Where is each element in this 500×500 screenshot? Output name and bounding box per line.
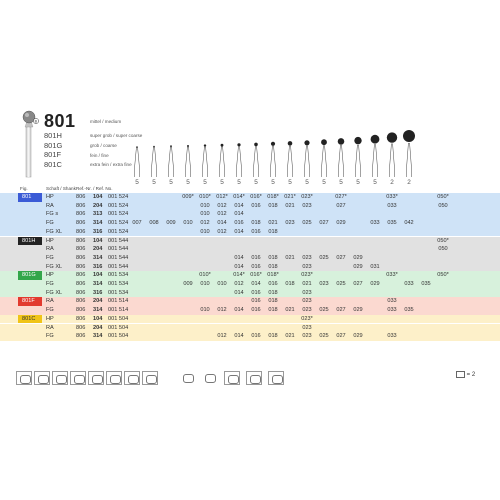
ref-shank-code-cell: 314 (93, 307, 103, 314)
size-cell: 027 (336, 333, 346, 340)
size-cell: 027* (335, 194, 347, 200)
ref-suffix-cell: 001 534 (108, 289, 129, 296)
group-label: 801 (18, 193, 42, 202)
size-cell: 021 (302, 281, 312, 287)
pack-count: 5 (220, 179, 224, 186)
size-cell: 035 (387, 220, 397, 227)
shank-cell: FG (46, 254, 54, 261)
pack-note (456, 371, 475, 378)
bur-shape-icon (271, 142, 276, 177)
size-cell: 023 (302, 298, 312, 305)
pack-count: 5 (339, 179, 343, 186)
size-cell: 025 (319, 254, 329, 261)
grit-description: super grob / super coarse (90, 133, 143, 139)
size-cell: 021 (285, 254, 295, 261)
icon-trepanation (70, 371, 86, 385)
shank-cell: RA (46, 324, 54, 331)
size-cell: 033 (387, 298, 397, 305)
icon-teeth (224, 371, 240, 385)
icon-cavity (52, 371, 68, 385)
size-cell: 018 (268, 228, 278, 235)
size-cell: 014 (234, 202, 244, 209)
ref-prefix-cell: 806 (76, 315, 86, 322)
shank-cell: FG XL (46, 263, 63, 270)
size-cell: 007 (132, 220, 142, 227)
size-cell: 010 (217, 281, 227, 287)
shank-cell: HP (46, 315, 54, 322)
ref-suffix-cell: 001 534 (108, 272, 129, 279)
size-cell: 023 (302, 289, 312, 296)
pack-count: 5 (373, 179, 377, 186)
size-cell: 023 (285, 220, 295, 227)
ref-shank-code-cell: 204 (93, 246, 103, 253)
size-cell: 021 (285, 333, 295, 340)
pack-count: 5 (186, 179, 190, 186)
size-cell: 014 (251, 281, 261, 287)
size-cell: 010 (183, 220, 193, 227)
group-label: 801F (18, 297, 42, 306)
ref-suffix-cell: 001 524 (108, 220, 129, 227)
size-cell: 023 (302, 324, 312, 331)
size-cell: 042 (404, 220, 414, 227)
ref-shank-code-cell: 314 (93, 220, 103, 227)
ref-suffix-cell: 001 524 (108, 211, 129, 218)
fig-header: Fig. (20, 186, 28, 191)
shank-header: Schaft / Shank (46, 186, 76, 191)
size-cell: 018 (268, 333, 278, 340)
ref-prefix-cell: 806 (76, 289, 86, 296)
size-cell: 029 (353, 263, 363, 270)
ref-prefix-cell: 806 (76, 324, 86, 331)
ref-shank-code-cell: 104 (93, 237, 103, 244)
size-cell: 009 (166, 220, 176, 227)
ref-prefix-cell: 806 (76, 298, 86, 305)
size-cell: 008 (149, 220, 159, 227)
icon-enamel-glyph (38, 375, 49, 384)
bur-shape-icon (321, 139, 327, 177)
size-cell: 012 (217, 211, 227, 218)
size-cell: 014 (234, 211, 244, 218)
ref-shank-code-cell: 204 (93, 202, 103, 209)
ref-shank-code-cell: 104 (93, 272, 103, 279)
group-label: 801C (18, 315, 42, 324)
variant-label: 801F (44, 150, 62, 160)
size-cell: 050* (437, 237, 449, 244)
size-cell: 033 (387, 307, 397, 314)
size-cell: 025 (302, 220, 312, 227)
pack-count: 5 (135, 179, 139, 186)
size-cell: 025 (319, 307, 329, 314)
bur-shape-icon (203, 144, 208, 177)
bur-shape-row (0, 0, 500, 180)
ref-suffix-cell: 001 524 (108, 202, 129, 209)
icon-bridge-glyph (250, 375, 261, 384)
ref-shank-code-cell: 314 (93, 333, 103, 340)
size-cell: 033* (386, 272, 398, 279)
ref-suffix-cell: 001 524 (108, 194, 129, 200)
size-cell: 016 (251, 254, 261, 261)
pack-count: 5 (356, 179, 360, 186)
variant-label: 801H (44, 131, 62, 140)
size-cell: 014* (233, 194, 245, 200)
size-cell: 027 (336, 254, 346, 261)
size-cell: 016 (251, 307, 261, 314)
pack-count: 5 (271, 179, 275, 186)
ref-prefix-cell: 806 (76, 281, 86, 287)
shank-cell: HP (46, 272, 54, 279)
icon-speed-glyph (205, 374, 216, 383)
grit-description: mittel / medium (90, 119, 122, 124)
size-cell: 012 (200, 220, 210, 227)
ref-shank-code-cell: 104 (93, 194, 103, 200)
size-cell: 027 (336, 307, 346, 314)
bur-shape-icon (387, 132, 397, 177)
size-cell: 016 (251, 228, 261, 235)
ref-prefix-cell: 806 (76, 228, 86, 235)
size-cell: 010* (199, 272, 211, 279)
column-header-row (0, 186, 500, 193)
grit-description: grob / coarse (90, 142, 117, 148)
ref-prefix-cell: 806 (76, 307, 86, 314)
bur-shape-icon (186, 145, 191, 177)
icon-enamel (34, 371, 50, 385)
bur-shape-icon (354, 137, 361, 177)
size-cell: 023* (301, 194, 313, 200)
ref-suffix-cell: 001 504 (108, 315, 129, 322)
ref-shank-code-cell: 104 (93, 315, 103, 322)
size-cell: 016 (251, 202, 261, 209)
table-row (0, 332, 500, 342)
size-cell: 016 (251, 298, 261, 305)
size-cell: 029 (370, 281, 380, 287)
icon-rotation (88, 371, 104, 385)
ref-header: Ref.-Nr. / Ref. No. (76, 186, 113, 191)
size-cell: 021 (285, 202, 295, 209)
icon-runner-glyph (183, 374, 194, 383)
shank-cell: FG (46, 333, 54, 340)
ref-prefix-cell: 806 (76, 202, 86, 209)
size-cell: 035 (404, 307, 414, 314)
ref-suffix-cell: 001 534 (108, 281, 129, 287)
ref-suffix-cell: 001 514 (108, 307, 129, 314)
size-cell: 023 (302, 263, 312, 270)
icon-crown (268, 371, 284, 385)
size-cell: 014 (234, 307, 244, 314)
size-cell: 031 (370, 263, 380, 270)
icon-speed (202, 371, 218, 385)
pack-count: 2 (390, 179, 394, 186)
ref-suffix-cell: 001 544 (108, 237, 129, 244)
size-cell: 023 (302, 254, 312, 261)
size-cell: 018 (268, 298, 278, 305)
size-cell: 014 (234, 254, 244, 261)
size-cell: 012 (217, 228, 227, 235)
ref-suffix-cell: 001 504 (108, 333, 129, 340)
shank-cell: FG (46, 220, 54, 227)
bur-shape-icon (371, 135, 380, 177)
size-cell: 012 (234, 281, 244, 287)
icon-cooling (124, 371, 140, 385)
icon-temperature-glyph (110, 375, 121, 384)
pack-count: 5 (305, 179, 309, 186)
ref-suffix-cell: 001 544 (108, 263, 129, 270)
bur-shape-icon (403, 130, 415, 177)
shank-cell: RA (46, 246, 54, 253)
size-cell: 027 (336, 202, 346, 209)
ref-suffix-cell: 001 544 (108, 246, 129, 253)
ref-suffix-cell: 001 504 (108, 324, 129, 331)
size-cell: 016* (250, 194, 262, 200)
size-cell: 025 (336, 281, 346, 287)
pack-count: 5 (322, 179, 326, 186)
shank-cell: FG s (46, 211, 59, 218)
size-cell: 010 (200, 202, 210, 209)
icon-crown-prep (16, 371, 32, 385)
group-label: 801H (18, 237, 42, 246)
size-cell: 023 (302, 307, 312, 314)
ref-prefix-cell: 806 (76, 237, 86, 244)
size-cell: 025 (319, 333, 329, 340)
size-cell: 033* (386, 194, 398, 200)
bur-shape-icon (288, 141, 293, 177)
shank-cell: FG (46, 307, 54, 314)
size-cell: 009* (182, 194, 194, 200)
size-cell: 021 (268, 220, 278, 227)
size-cell: 033 (370, 220, 380, 227)
size-cell: 012 (217, 307, 227, 314)
size-cell: 021* (284, 194, 296, 200)
pack-count: 5 (254, 179, 258, 186)
svg-text:B: B (34, 119, 38, 124)
ref-suffix-cell: 001 544 (108, 254, 129, 261)
icon-crown-prep-glyph (20, 375, 31, 384)
ref-prefix-cell: 806 (76, 194, 86, 200)
size-cell: 023 (302, 333, 312, 340)
bur-shape-icon (169, 145, 174, 177)
bur-shape-icon (254, 143, 259, 177)
size-cell: 018 (285, 281, 295, 287)
grit-description: extra fein / extra fine (90, 162, 132, 168)
ref-prefix-cell: 806 (76, 263, 86, 270)
size-cell: 012* (216, 194, 228, 200)
size-cell: 016 (251, 289, 261, 296)
bur-shape-icon (220, 144, 225, 177)
size-cell: 012 (217, 202, 227, 209)
size-cell: 018* (267, 272, 279, 279)
size-cell: 050* (437, 194, 449, 200)
pack-count: 5 (288, 179, 292, 186)
ref-shank-code-cell: 204 (93, 324, 103, 331)
ref-shank-code-cell: 314 (93, 254, 103, 261)
size-cell: 014 (234, 289, 244, 296)
size-cell: 016 (251, 333, 261, 340)
size-cell: 023* (301, 272, 313, 279)
variant-list (44, 131, 62, 169)
icon-rotation-glyph (92, 375, 103, 384)
size-cell: 018 (268, 202, 278, 209)
icon-cooling-glyph (128, 375, 139, 384)
pack-count: 5 (152, 179, 156, 186)
bur-shape-icon (338, 138, 345, 177)
size-cell: 014* (233, 272, 245, 279)
icon-sterilize (142, 371, 158, 385)
product-number: 801 (44, 111, 76, 131)
shank-cell: HP (46, 237, 54, 244)
size-cell: 018 (268, 263, 278, 270)
group-label: 801G (18, 271, 42, 280)
size-cell: 018* (267, 194, 279, 200)
ref-prefix-cell: 806 (76, 211, 86, 218)
ref-shank-code-cell: 316 (93, 228, 103, 235)
size-cell: 012 (217, 333, 227, 340)
shank-cell: RA (46, 298, 54, 305)
size-cell: 050 (438, 202, 448, 209)
icon-teeth-glyph (228, 375, 239, 384)
pack-count: 5 (237, 179, 241, 186)
size-cell: 023 (302, 202, 312, 209)
icon-trepanation-glyph (74, 375, 85, 384)
size-cell: 018 (251, 220, 261, 227)
ref-prefix-cell: 806 (76, 254, 86, 261)
shank-cell: FG (46, 281, 54, 287)
size-cell: 010 (200, 281, 210, 287)
size-cell: 035 (421, 281, 431, 287)
icon-temperature (106, 371, 122, 385)
pack-count: 5 (169, 179, 173, 186)
variant-label: 801G (44, 140, 63, 150)
size-cell: 014 (234, 228, 244, 235)
size-cell: 016* (250, 272, 262, 279)
bur-illustration-icon (23, 111, 39, 177)
ref-shank-code-cell: 204 (93, 298, 103, 305)
icon-bridge (246, 371, 262, 385)
size-cell: 033 (404, 281, 414, 287)
ref-suffix-cell: 001 514 (108, 298, 129, 305)
size-cell: 016 (268, 281, 278, 287)
size-cell: 010 (200, 307, 210, 314)
size-cell: 050 (438, 246, 448, 253)
pack-count: 2 (407, 179, 411, 186)
size-cell: 014 (234, 333, 244, 340)
size-cell: 010 (200, 211, 210, 218)
size-cell: 023 (319, 281, 329, 287)
ref-shank-code-cell: 316 (93, 289, 103, 296)
size-cell: 033 (387, 202, 397, 209)
ref-suffix-cell: 001 524 (108, 228, 129, 235)
ref-shank-code-cell: 314 (93, 281, 103, 287)
size-cell: 014 (234, 263, 244, 270)
size-cell: 033 (387, 333, 397, 340)
size-cell: 010* (199, 194, 211, 200)
size-cell: 050* (437, 272, 449, 279)
size-cell: 029 (353, 307, 363, 314)
pack-box-icon (456, 371, 465, 378)
icon-runner (180, 371, 196, 385)
bur-shape-icon (304, 140, 309, 177)
pack-note-text: = 2 (466, 372, 476, 379)
size-cell: 027 (319, 220, 329, 227)
size-cell: 018 (268, 307, 278, 314)
ref-prefix-cell: 806 (76, 333, 86, 340)
variant-label: 801C (44, 159, 62, 169)
size-cell: 016 (251, 263, 261, 270)
ref-shank-code-cell: 316 (93, 263, 103, 270)
size-cell: 023* (301, 315, 313, 322)
size-cell: 016 (234, 220, 244, 227)
shank-cell: RA (46, 202, 54, 209)
bur-shape-icon (152, 146, 157, 177)
pack-count: 5 (203, 179, 207, 186)
icon-cavity-glyph (56, 375, 67, 384)
grit-descriptions (90, 117, 142, 170)
size-cell: 009 (183, 281, 193, 287)
size-cell: 029 (336, 220, 346, 227)
size-cell: 014 (217, 220, 227, 227)
bur-shape-icon (237, 143, 242, 177)
ref-prefix-cell: 806 (76, 272, 86, 279)
shank-cell: FG XL (46, 289, 63, 296)
ref-prefix-cell: 806 (76, 220, 86, 227)
ref-shank-code-cell: 313 (93, 211, 103, 218)
grit-description: fein / fine (90, 152, 109, 158)
size-cell: 029 (353, 333, 363, 340)
size-cell: 027 (353, 281, 363, 287)
icon-crown-glyph (272, 375, 283, 384)
size-cell: 010 (200, 228, 210, 235)
size-cell: 018 (268, 289, 278, 296)
size-cell: 021 (285, 307, 295, 314)
ref-prefix-cell: 806 (76, 246, 86, 253)
icon-sterilize-glyph (146, 375, 157, 384)
size-cell: 018 (268, 254, 278, 261)
size-cell: 029 (353, 254, 363, 261)
shank-cell: HP (46, 194, 54, 200)
shank-cell: FG XL (46, 228, 63, 235)
